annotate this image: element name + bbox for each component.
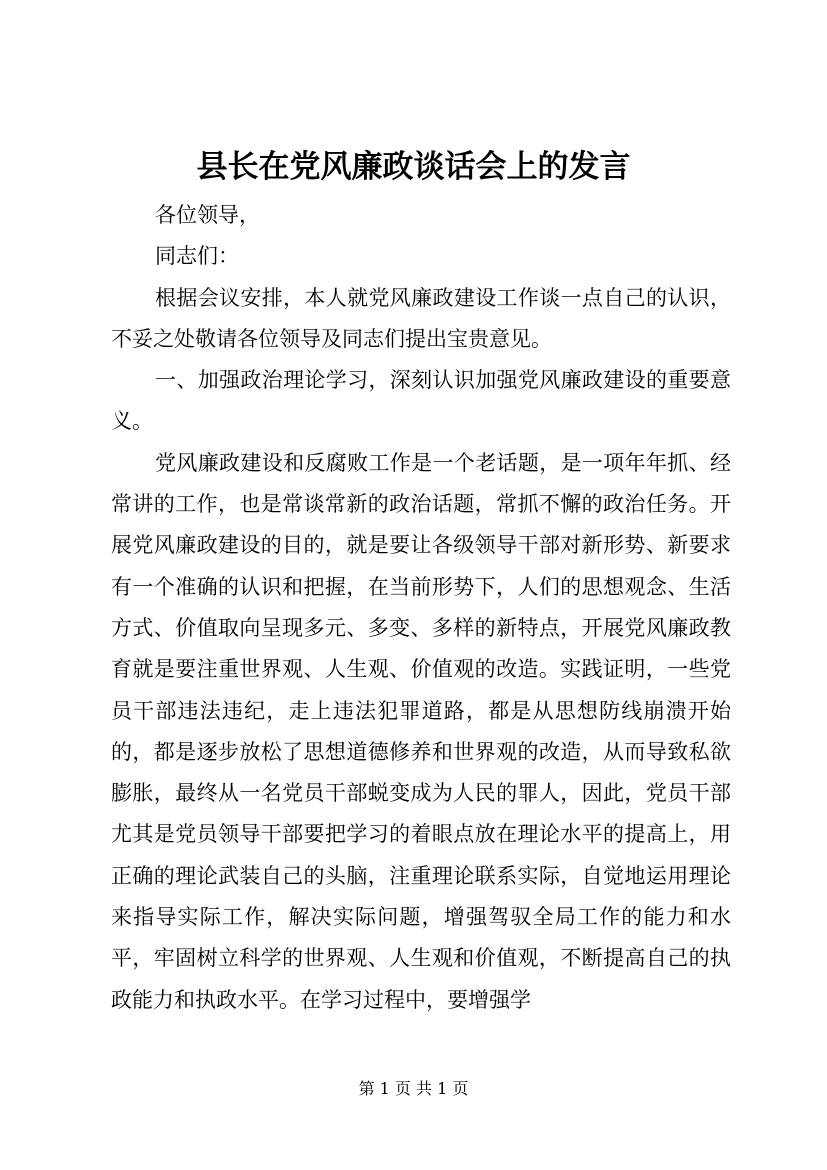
salutation-leaders: 各位领导， bbox=[155, 203, 260, 227]
section-heading-1: 一、加强政治理论学习，深刻认识加强党风廉政建设的重要意义。 bbox=[111, 368, 731, 434]
document-title: 县长在党风廉政谈话会上的发言 bbox=[196, 149, 631, 185]
document-body bbox=[111, 195, 731, 1021]
paragraph-intro: 根据会议安排，本人就党风廉政建设工作谈一点自己的认识，不妥之处敬请各位领导及同志们提出宝贵意见。 bbox=[111, 285, 731, 351]
salutation-comrades: 同志们： bbox=[155, 244, 239, 269]
paragraph-main: 党风廉政建设和反腐败工作是一个老话题，是一项年年抓、经常讲的工作，也是常谈常新的政治话题，常抓不懈的政治任务。开展党风廉政建设的目的，就是要让各级领导干部对新形势、新要求有一个准确的认识和把握，在当前形势下，人们的思想观念、生活方式、价值取向呈现多元、多变、多样的新特点，开展党风廉政教育就是要注重世界观、人生观、价值观的改造。实践证明，一些党员干部违法违纪，走上违法犯罪道路，都是从思想防线崩溃开始的，都是逐步放松了思想道德修养和世界观的改造，从而导致私欲膨胀，最终从一名党员干部蜕变成为人民的罪人，因此，党员干部尤其是党员领导干部要把学习的着眼点放在理论水平的提高上，用正确的理论武装自己的头脑，注重理论联系实际，自觉地运用理论来指导实际工作，解决实际问题，增强驾驭全局工作的能力和水平，牢固树立科学的世界观、人生观和价值观，不断提高自己的执政能力和执政水平。在学习过程中，要增强学 bbox=[111, 450, 731, 1012]
page-footer: 第 1 页 共 1 页 bbox=[358, 1079, 469, 1098]
